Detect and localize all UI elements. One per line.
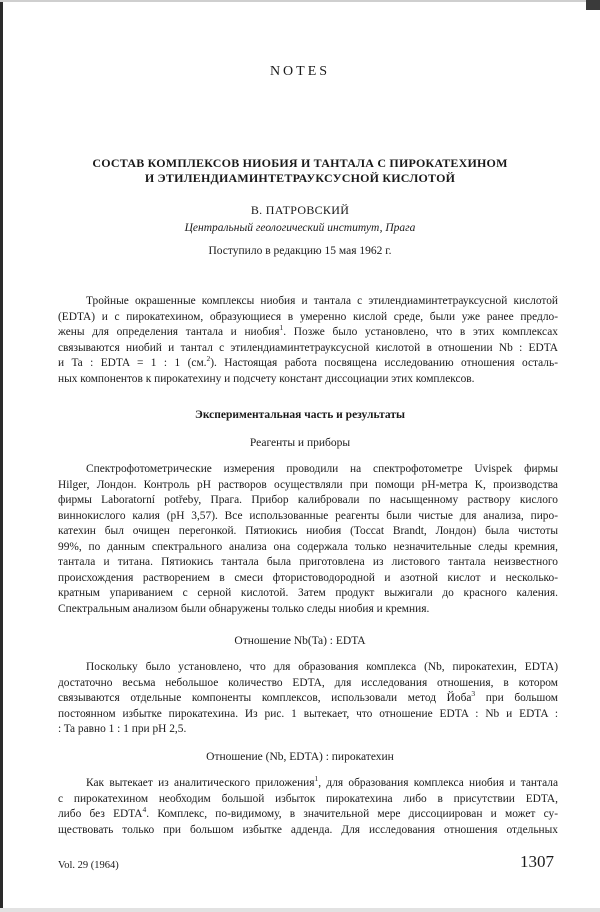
citation-ref: 4 [142,805,147,815]
text-line: ных компонентов к пирокатехину и подсчету констант диссоциации этих комплексов. [58,372,475,385]
text-line: ществовать только при большом избытке адденда. Для исследования отношения отдельных [58,823,558,836]
page-number: 1307 [520,852,554,871]
intro-paragraph [58,294,558,387]
text-line: фирмы Laboratorní potřeby, Прага. Прибор калибровали по насыщенному раствору кислого [58,494,558,506]
article-title [0,156,600,186]
subsection-heading-reagents: Реагенты и приборы [249,437,351,449]
volume-info: Vol. 29 (1964) [58,860,119,871]
citation-ref: 1 [279,323,284,333]
received-date: Поступило в редакцию 15 мая 1962 г. [208,245,392,257]
text-line: либо без EDTA$^4$. Комплекс, по-видимому, в значительной мере диссоциирован и может су- [58,805,558,820]
scan-edge-bottom [0,908,600,912]
text-line: виннокислого калия (pH 3,57). Все использованные реагенты были чистые для анализа, пиро- [58,509,558,522]
text-line: происхождения растворением в смеси фтористоводородной и азотной кислот и несколько- [58,571,558,584]
text-line: 99%, по данным спектрального анализа она содержала только незначительные следы кремния, [58,540,558,553]
scan-edge-top [0,0,600,2]
text-line: и Ta : EDTA = 1 : 1 (см.$^2$). Настоящая работа посвящена исследованию отношения осталь- [58,354,558,369]
text-line: с пирокатехином необходим большой избыток пирокатехина либо в присутствии EDTA, [58,792,558,805]
text-line: тантала и титана. Пятиокись тантала была приготовлена из листового тантала неизвестного [58,556,558,568]
text-line: связываются ниобий и тантал с этилендиаминтетрауксусной кислотой в отношении Nb : EDTA [58,341,558,354]
text-line: связываются отдельные компоненты комплексов, использовали метод Йоба$^3$ при большом [58,689,558,704]
ratio-nb-paragraph [58,660,558,738]
article-title-line-1: СОСТАВ КОМПЛЕКСОВ НИОБИЯ И ТАНТАЛА С ПИРОКАТЕХИНОМ [92,156,508,170]
subsection-heading-nb-edta: Отношение Nb(Ta) : EDTA [234,635,366,647]
text-line: (EDTA) и с пирокатехином, образующиеся в умеренно кислой среде, были уже ранее предло- [58,310,558,323]
scan-corner-shadow [586,0,600,10]
text-line: кратным упариванием с серной кислотой. Затем продукт выжигали до красного каления. [58,587,558,599]
author-affiliation: Центральный геологический институт, Прага [184,222,416,234]
text-line: : Ta равно 1 : 1 при pH 2,5. [58,723,187,735]
reagents-paragraph [58,462,558,617]
text-line: Тройные окрашенные комплексы ниобия и тантала с этилендиаминтетрауксусной кислотой [86,295,558,307]
text-line: достаточно весьма небольшое количество EDTA, для исследования отношения, в котором [58,676,558,689]
author-name: В. ПАТРОВСКИЙ [250,203,350,217]
text-line: жены для определения тантала и ниобия$^1$. Позже было установлено, что в этих комплексах [58,323,558,338]
article-title-line-2: И ЭТИЛЕНДИАМИНТЕТРАУКСУСНОЙ КИСЛОТОЙ [144,171,456,185]
citation-ref: 2 [206,354,211,364]
text-line: постоянном избытке пирокатехина. Из рис. 1 вытекает, что отношение EDTA : Nb и EDTA : [58,707,558,720]
text-line: Спектральным анализом были обнаружены только следы ниобия и кремния. [58,602,430,615]
text-line: Поскольку было установлено, что для образования комплекса (Nb, пирокатехин, EDTA) [86,661,558,673]
section-label: NOTES [269,64,331,79]
scan-edge-left [0,0,3,912]
citation-ref: 3 [471,689,476,699]
text-line: катехин был очищен перегонкой. Пятиокись ниобия (Toccat Brandt, Лондон) была чистоты [58,525,558,537]
text-line: Как вытекает из аналитического приложения$^1$, для образования комплекса ниобия и тантала [86,774,559,789]
citation-ref: 1 [314,774,319,784]
text-line: Hilger, Лондон. Контроль pH растворов осуществляли при помощи pH-метра K, производства [58,478,558,491]
text-line: Спектрофотометрические измерения проводили на спектрофотометре Uvispek фирмы [86,463,558,475]
ratio-edta-paragraph [58,776,558,838]
section-heading: Экспериментальная часть и результаты [195,409,405,421]
subsection-heading-edta-catechol: Отношение (Nb, EDTA) : пирокатехин [206,751,394,763]
